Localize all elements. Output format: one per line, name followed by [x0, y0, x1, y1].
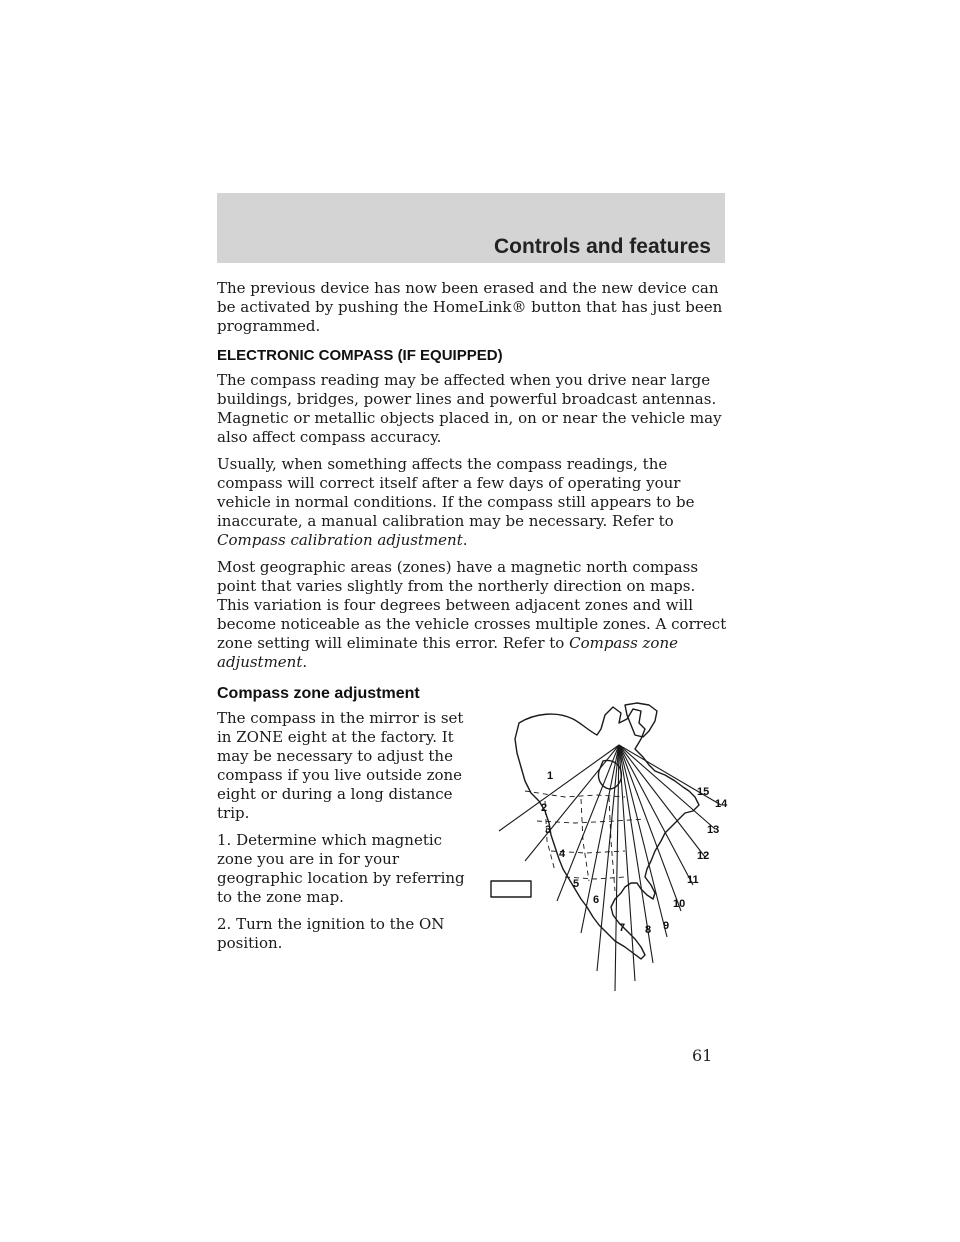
compass-paragraph-2: [217, 455, 727, 550]
zone-labels: [541, 770, 728, 936]
zone-label-9: 9: [663, 920, 670, 932]
compass-paragraph-3: [217, 558, 727, 672]
zone-text-column: [217, 709, 479, 953]
zone-label-5: 5: [573, 878, 580, 890]
zone-label-6: 6: [593, 894, 600, 906]
zone-label-4: 4: [559, 848, 566, 860]
zone-label-13: 13: [707, 824, 720, 836]
zone-label-3: 3: [545, 824, 552, 836]
continent-outline: [515, 707, 699, 959]
zone-label-2: 2: [541, 802, 548, 814]
zone-label-7: 7: [619, 922, 626, 934]
calibration-reference: Compass calibration adjustment: [217, 531, 463, 549]
zone-label-14: 14: [715, 798, 728, 810]
section-header-band: [217, 193, 725, 263]
zone-reference: Compass zone adjustment: [217, 634, 679, 671]
zone-step-1: 1. Determine which magnetic zone you are in for your geographic location by referring to the zone map.: [217, 831, 465, 906]
page-content: [217, 279, 727, 961]
zone-label-8: 8: [645, 924, 652, 936]
zone-label-15: 15: [697, 786, 710, 798]
zone-lines: [499, 745, 721, 991]
zone-label-10: 10: [673, 898, 686, 910]
compass-paragraph-1: The compass reading may be affected when you drive near large buildings, bridges, power lines and powerful broadcast antennas. Magnetic or metallic objects placed in, on or near the vehicle may also affect compass accuracy.: [217, 371, 722, 446]
paragraph-end: .: [302, 653, 308, 671]
paragraph-text: Usually, when something affects the compass readings, the compass will correct itself after a few days of operating your vehicle in normal conditions. If the compass still appears to be inaccurate, a manual calibration may be necessary. Refer to: [217, 455, 695, 530]
zone-step-2: 2. Turn the ignition to the ON position.: [217, 915, 445, 952]
zone-paragraph: The compass in the mirror is set in ZONE eight at the factory. It may be necessary to adjust the compass if you live outside zone eight or during a long distance trip.: [217, 709, 464, 822]
zone-heading: Compass zone adjustment: [217, 685, 420, 702]
zone-label-1: 1: [547, 770, 554, 782]
greenland-outline: [625, 703, 657, 737]
page-number: 61: [692, 1046, 713, 1065]
section-title: Controls and features: [493, 235, 711, 258]
zone-instructions: [217, 709, 727, 953]
compass-heading: ELECTRONIC COMPASS (IF EQUIPPED): [217, 347, 503, 364]
zone-label-12: 12: [697, 850, 710, 862]
paragraph-end: .: [462, 531, 468, 549]
inset-box: [491, 881, 531, 897]
compass-zone-map: [485, 701, 729, 1001]
zone-label-11: 11: [687, 874, 699, 886]
intro-paragraph: The previous device has now been erased and the new device can be activated by pushing the HomeLink® button that has just been programmed.: [217, 279, 723, 335]
paragraph-text: Most geographic areas (zones) have a magnetic north compass point that varies slightly from the northerly direction on maps. This variation is four degrees between adjacent zones and will become noticeable as the vehicle crosses multiple zones. A correct zone setting will eliminate this error. Refer to: [217, 558, 727, 652]
